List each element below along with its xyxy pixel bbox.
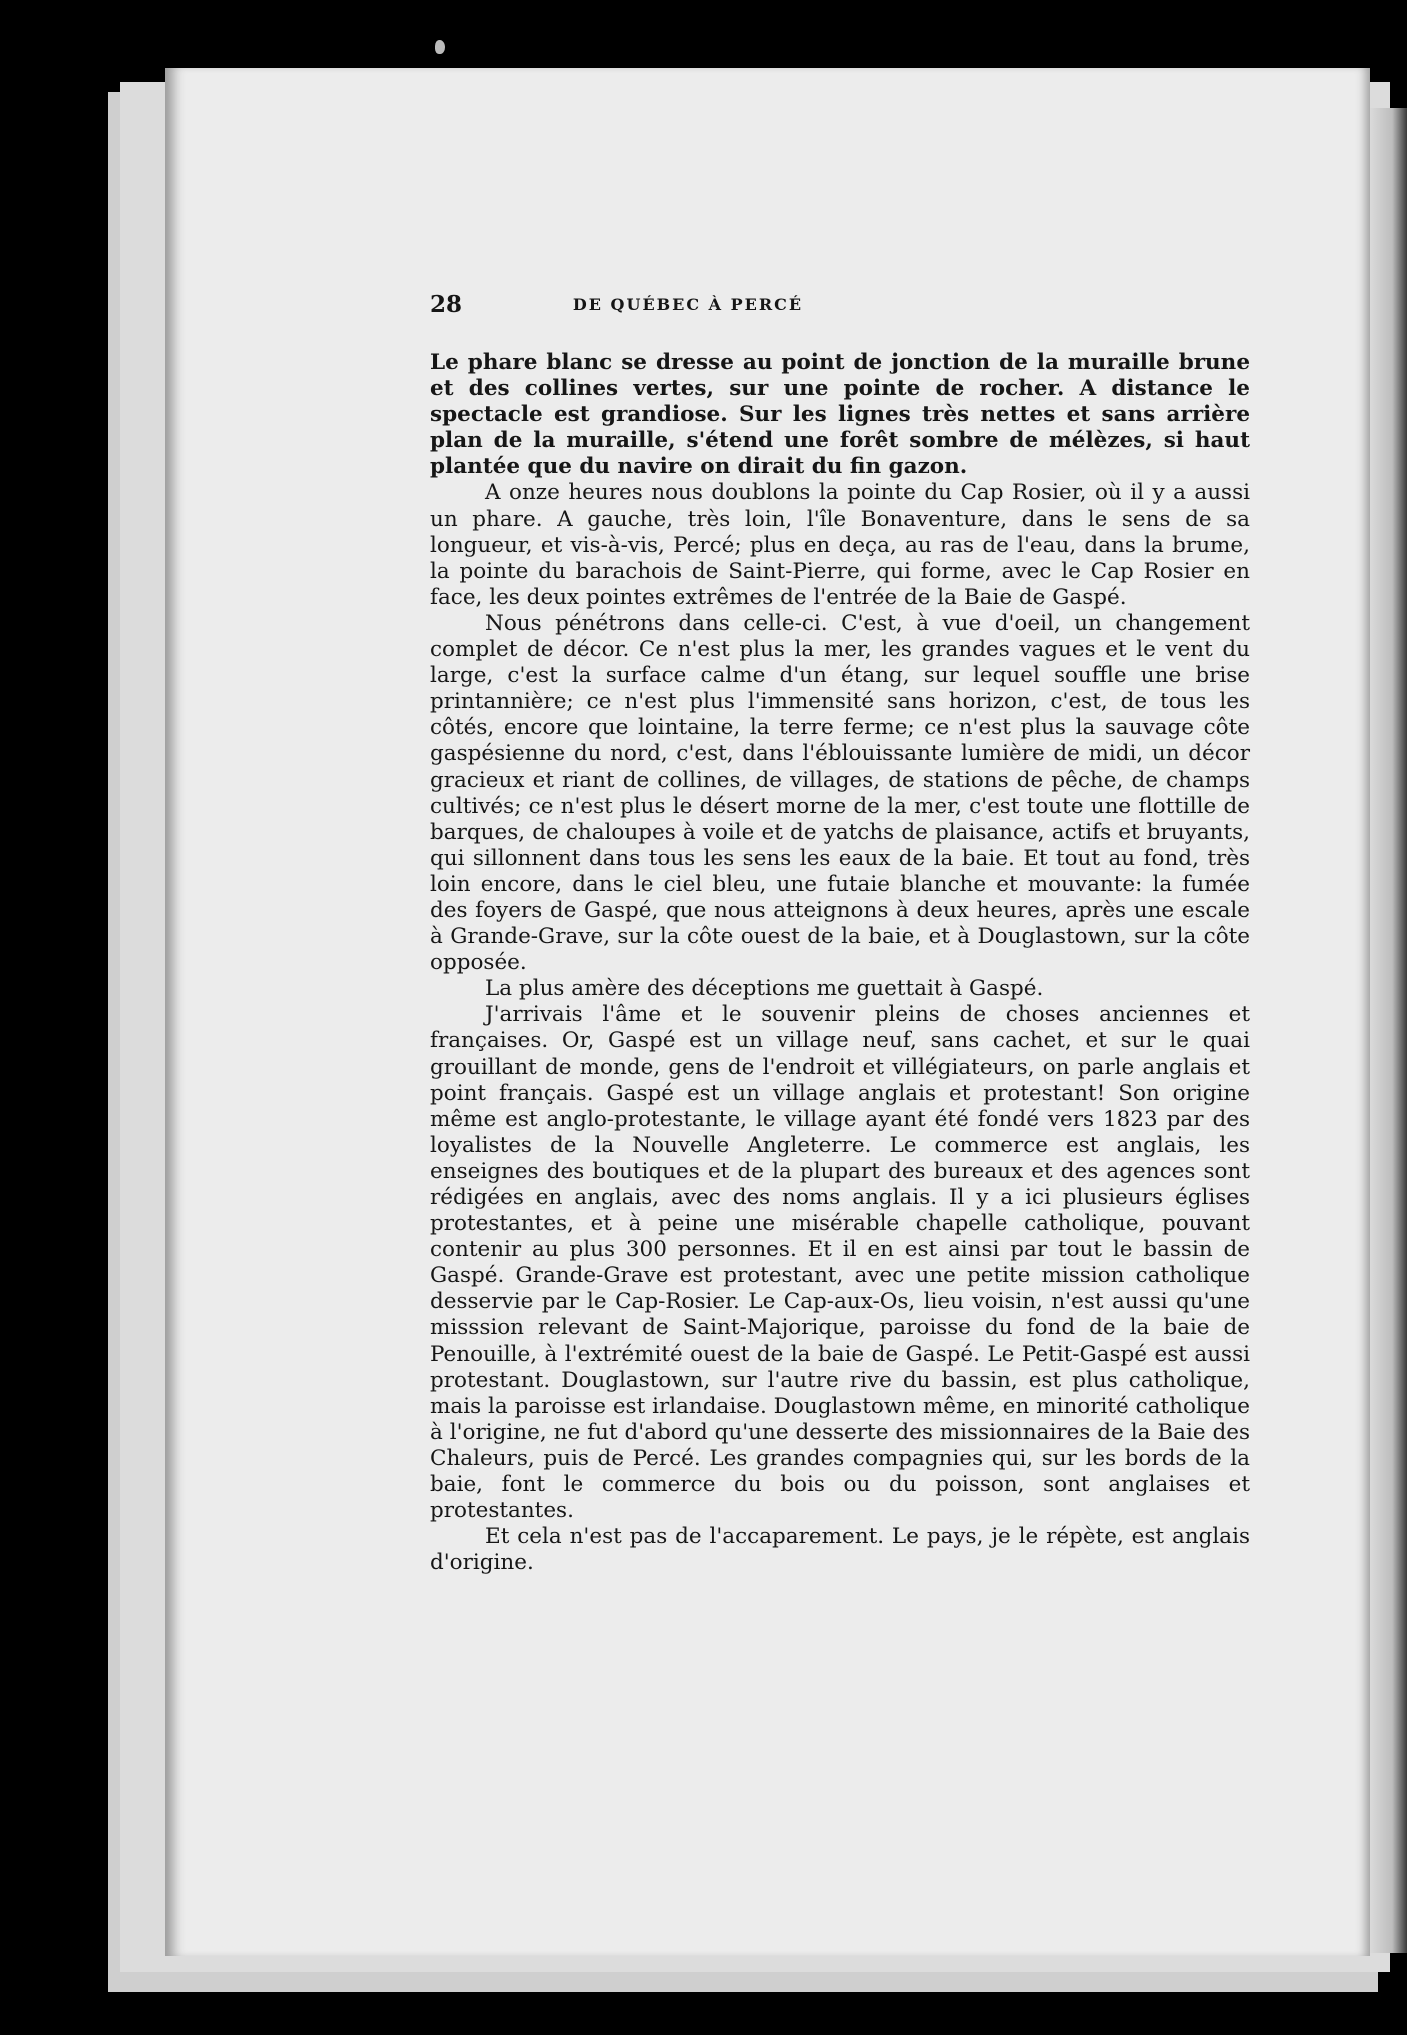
- paragraph: J'arrivais l'âme et le souvenir pleins de choses anciennes et françaises. Or, Gaspé est un village neuf, sans cachet, et sur le quai grouillant de monde, gens de l'endroit et villégiateurs, on parle anglais et point français. Gaspé est un village anglais et protestant! Son origine même est anglo-protestante, le village ayant été fondé vers 1823 par des loyalistes de la Nouvelle Angleterre. Le commerce est anglais, les enseignes des boutiques et de la plupart des bureaux et des agences sont rédigées en anglais, avec des noms anglais. Il y a ici plusieurs églises protestantes, et à peine une misérable chapelle catholique, pouvant contenir au plus 300 personnes. Et il en est ainsi par tout le bassin de Gaspé. Grande-Grave est protestant, avec une petite mission catholique desservie par le Cap-Rosier. Le Cap-aux-Os, lieu voisin, n'est aussi qu'une misssion relevant de Saint-Majorique, paroisse du fond de la baie de Penouille, à l'extrémité ouest de la baie de Gaspé. Le Petit-Gaspé est aussi protestant. Douglastown, sur l'autre rive du bassin, est plus catholique, mais la paroisse est irlandaise. Douglastown même, en minorité catholique à l'origine, ne fut d'abord qu'une desserte des missionnaires de la Baie des Chaleurs, puis de Percé. Les grandes compagnies qui, sur les bords de la baie, font le commerce du bois ou du poisson, sont anglaises et protestantes.: [430, 1002, 1250, 1524]
- paragraph: Et cela n'est pas de l'accaparement. Le pays, je le répète, est anglais d'origine.: [430, 1524, 1250, 1576]
- dust-speck: [435, 40, 445, 54]
- page-right-edge: [1370, 108, 1407, 1953]
- paragraph: Le phare blanc se dresse au point de jonction de la muraille brune et des collines vertes, sur une pointe de rocher. A distance le spectacle est grandiose. Sur les lignes très nettes et sans arrière plan de la muraille, s'étend une forêt sombre de mélèzes, si haut plantée que du navire on dirait du fin gazon.: [430, 350, 1250, 480]
- paragraph: La plus amère des déceptions me guettait à Gaspé.: [485, 976, 1044, 1002]
- page-header: [430, 291, 978, 321]
- paragraph: Nous pénétrons dans celle-ci. C'est, à vue d'oeil, un changement complet de décor. Ce n'est plus la mer, les grandes vagues et le vent du large, c'est la surface calme d'un étang, sur lequel souffle une brise printannière; ce n'est plus l'immensité sans horizon, c'est, de tous les côtés, encore que lointaine, la terre ferme; ce n'est plus la sauvage côte gaspésienne du nord, c'est, dans l'éblouissante lumière de midi, un décor gracieux et riant de collines, de villages, de stations de pêche, de champs cultivés; ce n'est plus le désert morne de la mer, c'est toute une flottille de barques, de chaloupes à voile et de yatchs de plaisance, actifs et bruyants, qui sillonnent dans tous les sens les eaux de la baie. Et tout au fond, très loin encore, dans le ciel bleu, une futaie blanche et mouvante: la fumée des foyers de Gaspé, que nous atteignons à deux heures, après une escale à Grande-Grave, sur la côte ouest de la baie, et à Douglastown, sur la côte opposée.: [430, 610, 1250, 976]
- paragraph: A onze heures nous doublons la pointe du Cap Rosier, où il y a aussi un phare. A gauche, très loin, l'île Bonaventure, dans le sens de sa longueur, et vis-à-vis, Percé; plus en deça, au ras de l'eau, dans la brume, la pointe du barachois de Saint-Pierre, qui forme, avec le Cap Rosier en face, les deux pointes extrêmes de l'entrée de la Baie de Gaspé.: [430, 480, 1250, 610]
- body-text: [430, 350, 1250, 1576]
- running-head: DE QUÉBEC À PERCÉ: [572, 295, 804, 314]
- page-number: 28: [430, 291, 463, 318]
